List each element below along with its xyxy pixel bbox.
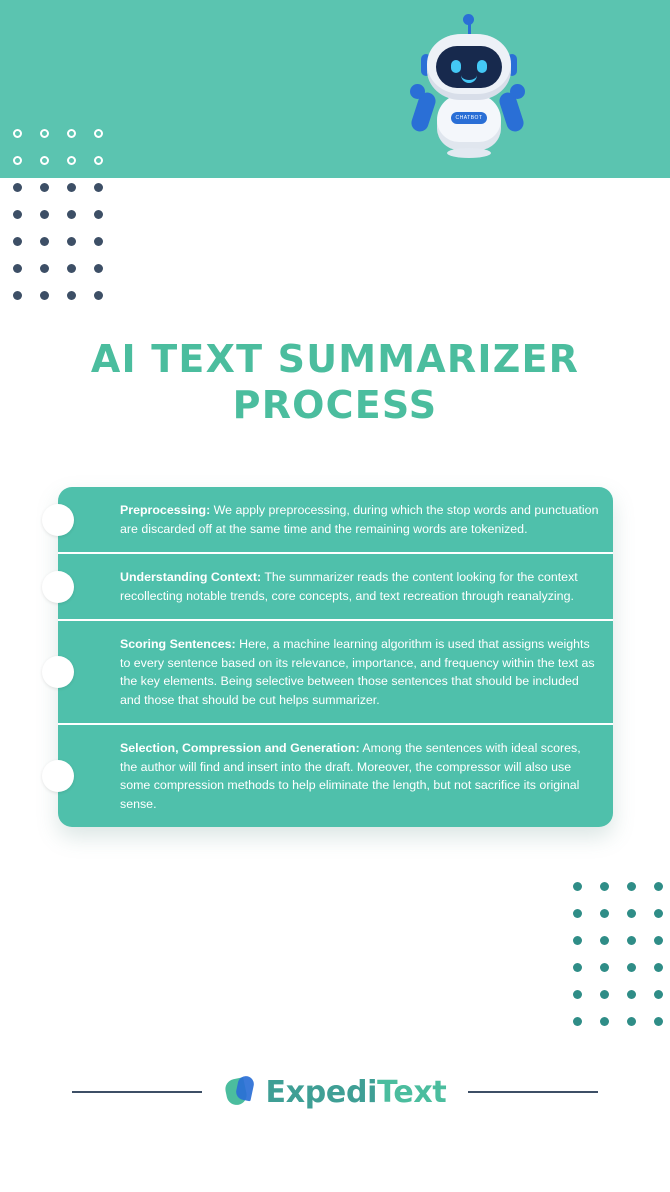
step-body-3: Here, a machine learning algorithm is used that assigns weights to every sentence based on its relevance, importance, and frequency within the text as the key elements. Being selective between those sentences that should be included and those that should be cut helps summarizer.: [120, 637, 595, 707]
step-label-2: Understanding Context:: [120, 570, 262, 584]
process-step-4: [58, 723, 613, 827]
step-text-2: [120, 568, 599, 605]
leaf-logo-icon: [224, 1074, 260, 1110]
step-label-1: Preprocessing:: [120, 503, 211, 517]
brand-name: [266, 1075, 447, 1110]
process-steps-card: [58, 487, 613, 827]
page-title: [0, 336, 670, 428]
step-bullet-icon: [42, 656, 74, 688]
step-bullet-icon: [42, 760, 74, 792]
process-step-2: [58, 552, 613, 619]
step-body-2: The summarizer reads the content looking for the context recollecting notable trends, core concepts, and text recreation through reanalyzing.: [120, 570, 578, 603]
step-text-4: [120, 739, 599, 813]
process-step-1: [58, 487, 613, 552]
robot-hand-right-icon: [510, 84, 525, 99]
ai-robot-mascot-icon: [385, 14, 550, 174]
step-body-4: Among the sentences with ideal scores, the author will find and insert into the draft. Moreover, the compressor will also use some compression methods to help eliminate the length, but not sacrifice its original sense.: [120, 741, 581, 811]
robot-eye-left-icon: [451, 60, 461, 73]
brand-name-part-1: Expedi: [265, 1074, 378, 1110]
footer-divider-right: [468, 1091, 598, 1093]
robot-hand-left-icon: [410, 84, 425, 99]
step-bullet-icon: [42, 571, 74, 603]
step-body-1: We apply preprocessing, during which the stop words and punctuation are discarded off at the same time and the remaining words are tokenized.: [120, 503, 599, 536]
page-title-line-2: PROCESS: [232, 383, 438, 427]
page-title-line-1: AI TEXT SUMMARIZER: [90, 337, 580, 381]
brand-logo[interactable]: [224, 1074, 447, 1110]
step-text-3: [120, 635, 599, 709]
step-label-3: Scoring Sentences:: [120, 637, 236, 651]
robot-eye-right-icon: [477, 60, 487, 73]
footer-divider-left: [72, 1091, 202, 1093]
footer: [0, 1062, 670, 1122]
process-step-3: [58, 619, 613, 723]
step-bullet-icon: [42, 504, 74, 536]
brand-name-part-2: Text: [377, 1074, 447, 1110]
robot-chest-badge: CHATBOT: [451, 112, 487, 124]
decorative-dot-grid-top-left: [13, 129, 121, 318]
step-text-1: [120, 501, 599, 538]
decorative-dot-grid-bottom-right: [573, 882, 670, 1044]
step-label-4: Selection, Compression and Generation:: [120, 741, 360, 755]
robot-base-icon: [447, 148, 491, 158]
